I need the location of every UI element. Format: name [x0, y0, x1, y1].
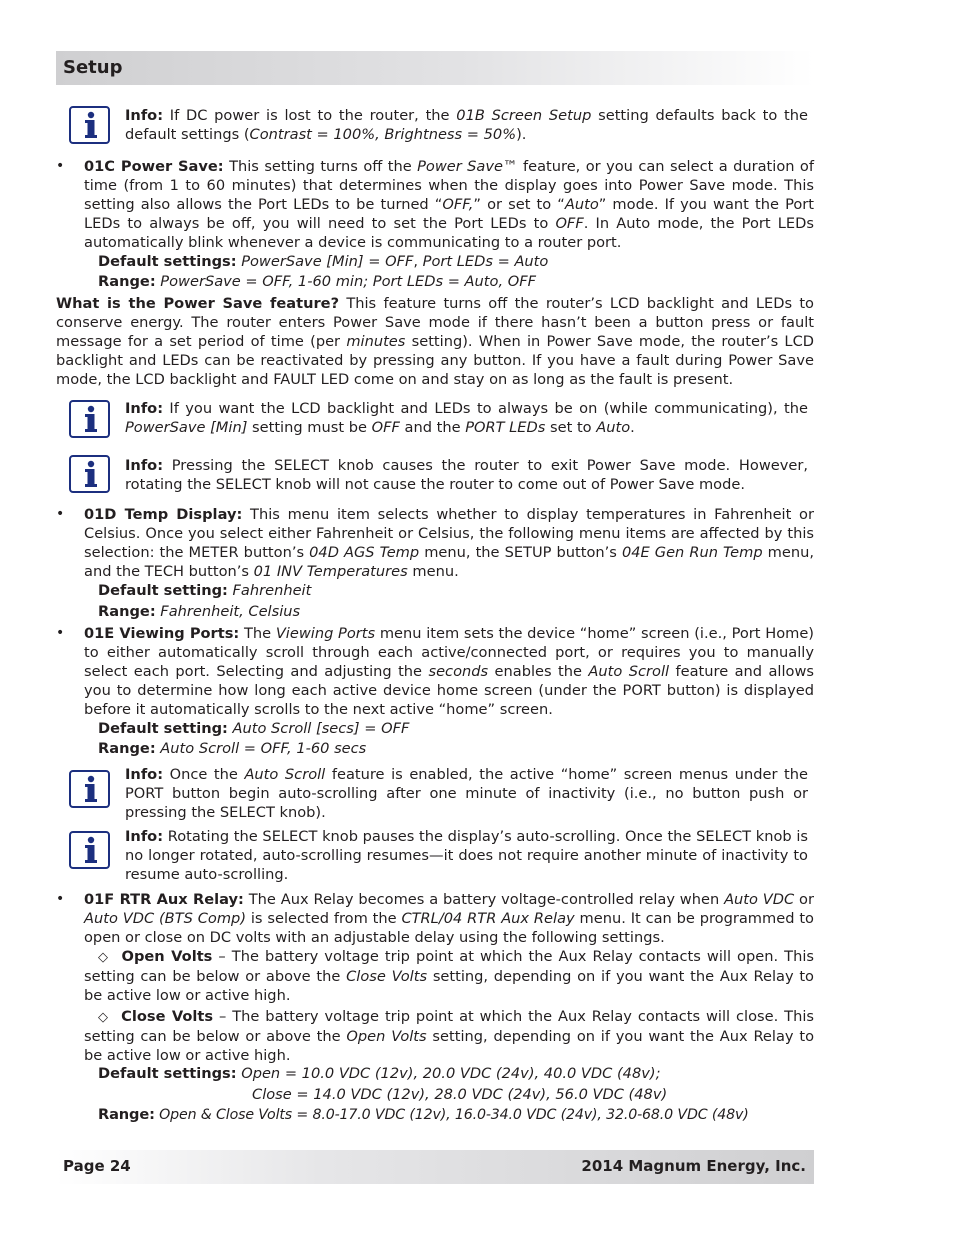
range-01f: [98, 1105, 814, 1125]
setting-label: Close Volts: [121, 1008, 214, 1025]
range-label: Range:: [98, 1106, 155, 1123]
bullet: •: [56, 891, 65, 907]
default-setting-01d: [98, 581, 311, 600]
item-text-italic: Auto VDC: [724, 891, 795, 908]
info-icon: [69, 400, 110, 438]
range-01d: [98, 602, 300, 621]
info-label: Info:: [125, 766, 164, 783]
item-label: 01F RTR Aux Relay:: [84, 891, 244, 908]
setting-label: Open Volts: [121, 948, 213, 965]
range-label: Range:: [98, 273, 156, 290]
info-note-auto-scroll: [125, 765, 808, 822]
item-text-italic: Auto: [564, 196, 599, 213]
setting-text: setting, depending on if you want the Aux Relay to be active low or active high.: [84, 968, 814, 1004]
item-text: ” or set to “: [473, 196, 565, 213]
info-text-italic: Auto Scroll: [244, 766, 326, 783]
info-text: feature is enabled, the active “home” screen menus under the PORT button begin auto-scrolling after one minute of inactivity (i.e., no button push or pressing the SELECT knob).: [125, 766, 808, 821]
range-01e: [98, 739, 366, 758]
item-text-italic: Auto Scroll: [588, 663, 670, 680]
range-label: Range:: [98, 603, 156, 620]
close-volts-description: [84, 1007, 814, 1065]
item-text: . In Auto mode, the Port LEDs automatically blink whenever a device is communicating to a router port.: [84, 215, 814, 251]
info-text-italic: PORT LEDs: [465, 419, 546, 436]
item-text: ” mode. If you want the Port LEDs to always be off, you will need to set the Port LEDs to: [84, 196, 814, 232]
default-settings-01f: [98, 1064, 661, 1083]
range-01c: [98, 272, 536, 291]
info-note-select-knob: [125, 456, 808, 494]
info-text: set to: [545, 419, 597, 436]
diamond-bullet-icon: ◇: [98, 950, 110, 965]
default-value: Close = 14.0 VDC (12v), 28.0 VDC (24v), 56.0 VDC (48v): [252, 1086, 668, 1103]
default-value: Auto Scroll [secs] = OFF: [227, 720, 410, 737]
item-01d-temp-display: [84, 505, 814, 581]
item-text: or: [794, 891, 814, 908]
item-text: This setting turns off the: [223, 158, 418, 175]
info-label: Info:: [125, 400, 164, 417]
paragraph-text: setting). When in Power Save mode, the router’s LCD backlight and LEDs can be reactivated by pressing any button. If you have a fault during Power Save mode, the LCD backlight and FAULT LED come on and stay on as long as the fault is present.: [56, 333, 814, 388]
default-value: PowerSave [Min] = OFF: [236, 253, 414, 270]
info-label: Info:: [125, 828, 164, 845]
info-text: setting defaults back to the default settings (: [125, 107, 808, 143]
info-label: Info:: [125, 457, 164, 474]
item-label: 01C Power Save:: [84, 158, 224, 175]
bullet: •: [56, 158, 65, 174]
range-label: Range:: [98, 740, 156, 757]
default-settings-01f-line2: [252, 1085, 667, 1104]
info-label: Info:: [125, 107, 164, 124]
item-01c-power-save: [84, 157, 814, 252]
default-label: Default setting:: [98, 582, 228, 599]
paragraph-text: This feature turns off the router’s LCD backlight and LEDs to conserve energy. The router enters Power Save mode if there hasn’t been a button press or fault message for a set period of time (per: [56, 295, 814, 350]
info-text-italic: Auto: [596, 419, 631, 436]
info-icon: [69, 106, 110, 144]
default-label: Default setting:: [98, 720, 228, 737]
diamond-bullet-icon: ◇: [98, 1010, 110, 1025]
setting-text: setting, depending on if you want the Aux Relay to be active low or active high.: [84, 1028, 814, 1064]
item-text-italic: OFF: [555, 215, 584, 232]
info-text: Rotating the SELECT knob pauses the display’s auto-scrolling. Once the SELECT knob is no longer rotated, auto-scrolling resumes—it does not require another minute of inactivity to resume auto-scrolling.: [125, 828, 808, 883]
item-text-italic: OFF,: [442, 196, 474, 213]
info-text-italic: OFF: [371, 419, 400, 436]
bullet: •: [56, 506, 65, 522]
item-text: feature and allows you to determine how long each active device home screen (under the PORT button) is displayed before it automatically scrolls to the next active “home” screen.: [84, 663, 814, 718]
item-text: The: [239, 625, 276, 642]
item-text-italic: Viewing Ports: [275, 625, 376, 642]
item-text: is selected from the: [246, 910, 402, 927]
item-text: menu. It can be programmed to open or close on DC volts with an adjustable delay using the following settings.: [84, 910, 814, 946]
item-01f-rtr-aux-relay: [84, 890, 814, 947]
setting-text-italic: Open Volts: [346, 1028, 427, 1045]
item-text-italic: Auto VDC (BTS Comp): [84, 910, 247, 927]
item-text-italic: 04E Gen Run Temp: [621, 544, 763, 561]
info-text: If DC power is lost to the router, the: [163, 107, 457, 124]
info-icon: [69, 831, 110, 869]
info-text: Pressing the SELECT knob causes the router to exit Power Save mode. However, rotating the SELECT knob will not cause the router to come out of Power Save mode.: [125, 457, 808, 493]
setting-text-italic: Close Volts: [346, 968, 428, 985]
item-01e-viewing-ports: [84, 624, 814, 719]
default-value: Fahrenheit: [227, 582, 312, 599]
item-text-italic: seconds: [428, 663, 489, 680]
section-title: Setup: [63, 57, 123, 78]
power-save-explanation: [56, 294, 814, 389]
default-value: Port LEDs = Auto: [422, 253, 549, 270]
info-text-italic: 01B Screen Setup: [456, 107, 592, 124]
item-text: menu, and the TECH button’s: [84, 544, 815, 580]
section-header-bar: [56, 51, 814, 85]
info-text: Once the: [163, 766, 245, 783]
paragraph-text-italic: minutes: [346, 333, 406, 350]
default-label: Default settings:: [98, 253, 237, 270]
info-note-leds-always-on: [125, 399, 808, 437]
default-separator: ,: [413, 253, 423, 270]
item-text-italic: Power Save: [417, 158, 503, 175]
info-text: If you want the LCD backlight and LEDs to always be on (while communicating), the: [163, 400, 808, 417]
range-value: Auto Scroll = OFF, 1-60 secs: [155, 740, 367, 757]
item-text: enables the: [488, 663, 589, 680]
item-text-italic: 01 INV Temperatures: [253, 563, 408, 580]
item-text-italic: CTRL/04 RTR Aux Relay: [401, 910, 575, 927]
info-text: setting must be: [247, 419, 372, 436]
default-settings-01c: [98, 252, 548, 271]
bullet: •: [56, 625, 65, 641]
default-value: Open = 10.0 VDC (12v), 20.0 VDC (24v), 40.0 VDC (48v);: [236, 1065, 661, 1082]
info-note-screen-setup: [125, 106, 808, 144]
range-value: PowerSave = OFF, 1-60 min; Port LEDs = Auto, OFF: [155, 273, 536, 290]
setting-text: – The battery voltage trip point at which the Aux Relay contacts will close. This setting can be below or above the: [84, 1008, 814, 1045]
setting-text: – The battery voltage trip point at which the Aux Relay contacts will open. This setting can be below or above the: [84, 948, 814, 985]
paragraph-heading: What is the Power Save feature?: [56, 295, 340, 312]
item-text: menu item sets the device “home” screen (i.e., Port Home) to either automatically scroll through each active/connected port, or requires you to manually select each port. Selecting and adjusting the: [84, 625, 815, 680]
info-text-italic: PowerSave [Min]: [125, 419, 248, 436]
info-note-rotating-select: [125, 827, 808, 884]
info-text-italic: Contrast = 100%, Brightness = 50%: [249, 126, 517, 143]
open-volts-description: [84, 947, 814, 1005]
page-number: Page 24: [63, 1157, 131, 1175]
item-text: menu, the SETUP button’s: [419, 544, 622, 561]
info-text: and the: [399, 419, 466, 436]
info-icon: [69, 455, 110, 493]
default-setting-01e: [98, 719, 409, 738]
info-text: .: [630, 419, 635, 436]
item-text: The Aux Relay becomes a battery voltage-controlled relay when: [243, 891, 725, 908]
item-text: menu.: [407, 563, 459, 580]
item-label: 01D Temp Display:: [84, 506, 243, 523]
item-text: This menu item selects whether to display temperatures in Fahrenheit or Celsius. Once you select either Fahrenheit or Celsius, the following menu items are affected by this selection: the METER button’s: [84, 506, 814, 561]
default-label: Default settings:: [98, 1065, 237, 1082]
info-text: ).: [516, 126, 527, 143]
range-value: Open & Close Volts = 8.0-17.0 VDC (12v), 16.0-34.0 VDC (24v), 32.0-68.0 VDC (48v): [154, 1107, 749, 1123]
item-text-italic: 04D AGS Temp: [309, 544, 420, 561]
footer-copyright: 2014 Magnum Energy, Inc.: [581, 1157, 806, 1175]
info-icon: [69, 770, 110, 808]
item-text: ™ feature, or you can select a duration of time (from 1 to 60 minutes) that determines when the display goes into Power Save mode. This setting also allows the Port LEDs to be turned “: [84, 158, 814, 213]
range-value: Fahrenheit, Celsius: [155, 603, 301, 620]
item-label: 01E Viewing Ports:: [84, 625, 240, 642]
